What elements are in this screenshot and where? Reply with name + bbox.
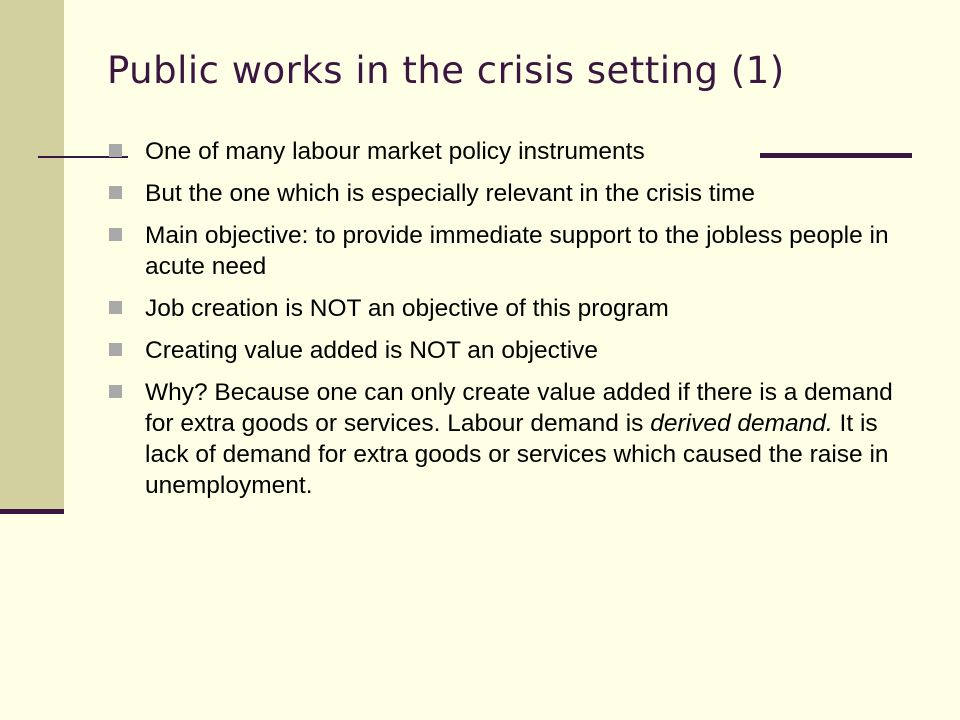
side-band-rule [0,509,64,514]
bullet-text-after: It is lack of demand for extra goods or services which caused the raise in unemployment. [145,410,889,499]
bullet-text: One of many labour market policy instruments [145,138,645,165]
bullet-text: Creating value added is NOT an objective [145,337,599,364]
bullet-item [108,178,908,209]
square-bullet-icon [109,385,122,398]
bullet-item [108,293,908,324]
square-bullet-icon [109,144,122,157]
bullet-text-italic: derived demand. [650,410,833,437]
square-bullet-icon [109,186,122,199]
bullet-item [108,335,908,366]
bullet-text-before: Why? Because one can only create value added if there is a demand for extra goods or services. Labour demand is [145,379,893,437]
bullet-text: Main objective: to provide immediate support to the jobless people in acute need [145,222,889,280]
bullet-item [108,136,908,167]
bullet-text: But the one which is especially relevant in the crisis time [145,180,756,207]
bullet-item [108,220,908,282]
square-bullet-icon [109,301,122,314]
square-bullet-icon [109,228,122,241]
side-decoration-band [0,0,64,512]
slide-title: Public works in the crisis setting (1) [107,49,785,92]
square-bullet-icon [109,343,122,356]
bullet-text: Job creation is NOT an objective of this program [145,295,669,322]
bullet-list [108,136,908,512]
bullet-item [108,377,908,501]
